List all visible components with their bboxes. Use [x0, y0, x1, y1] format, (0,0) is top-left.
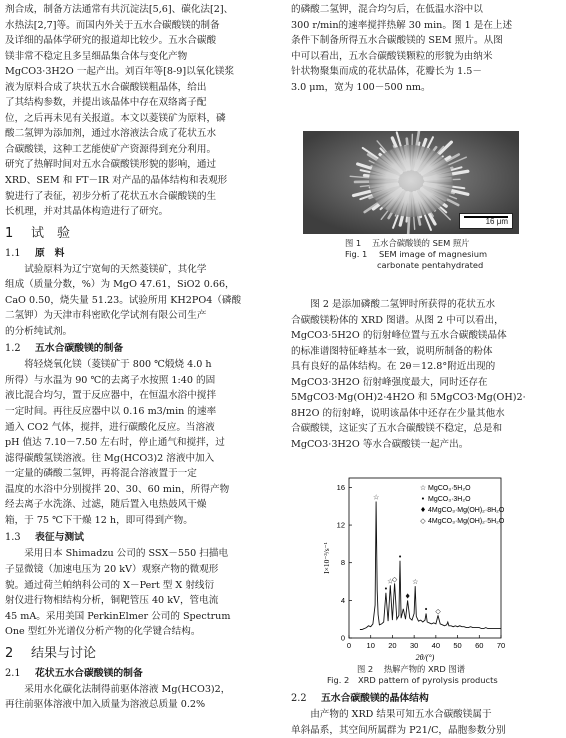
peak-marker: •: [383, 584, 388, 593]
section-2-2-body: [291, 707, 561, 738]
text-line: MgCO3·3H2O 等水合碳酸镁一起产出。: [291, 438, 469, 450]
section-1-3-body: [5, 546, 273, 639]
text-line: One 型红外光谱仪分析产物的化学键合结构。: [5, 626, 201, 638]
text-line: 滤得碳酸氢镁溶液。往 Mg(HCO3)2 溶液中加入: [5, 452, 215, 464]
text-line: 的分析纯试剂。: [5, 325, 73, 337]
subsection-number: 1.1: [5, 247, 21, 259]
scale-bar-label: 16 μm: [485, 217, 508, 226]
x-axis-label: 2θ/(°): [415, 653, 435, 662]
peak-marker: ♦: [404, 592, 411, 601]
section-2-2-heading: [291, 690, 561, 707]
section-1-1-heading: [5, 245, 273, 262]
x-tick-label: 60: [475, 641, 484, 650]
subsection-title: 表征与测试: [35, 532, 84, 544]
text-line: XRD、SEM 和 FT－IR 对产品的晶体结构和表观形: [5, 175, 228, 187]
text-line: 的磷酸二氢钾，混合均匀后，在低温水浴中以: [291, 4, 483, 15]
text-line: 再往前驱体溶液中加入质量为溶液总质量 0.2%: [5, 699, 206, 711]
text-line: 采用水化碳化法制得前驱体溶液 Mg(HCO3)2，: [24, 683, 231, 695]
subsection-number: 1.2: [5, 343, 21, 355]
text-line: 貌进行了表征，初步分析了花状五水合碳酸镁的生: [5, 190, 217, 202]
text-line: 长机理，并对其晶体构造进行了研究。: [5, 206, 169, 218]
text-line: 射仪进行物相结构分析，铜靶管压 40 kV，管电流: [5, 595, 219, 607]
text-line: 一定量的磷酸二氢钾，再将混合溶液置于一定: [5, 468, 197, 480]
caption-label: Fig. 1: [345, 249, 368, 259]
text-line: 单斜晶系，其空间所属群为 P21/C，晶胞参数分别: [291, 724, 506, 736]
section-title: 试 验: [31, 225, 71, 241]
section-1-2-body: [5, 357, 273, 528]
xrd-description-paragraph: [291, 297, 561, 452]
text-line: 8H2O 的衍射峰，说明该晶体中还存在少量其他水: [291, 407, 505, 419]
peak-marker: ☆: [373, 493, 380, 502]
text-line: 中可以看出，五水合碳酸镁颗粒的形貌为由纳米: [291, 50, 493, 62]
text-line: MgCO3·3H2O 一起产出。刘百年等[8-9]以氧化镁浆: [5, 66, 235, 78]
x-tick-label: 40: [431, 641, 441, 650]
peak-marker: ◇: [435, 607, 441, 616]
text-line: 经去离子水洗涤、过滤，随后置入电热鼓风干燥: [5, 499, 207, 511]
section-1-heading: [5, 223, 273, 244]
text-line: 液比混合均匀，置于反应器中，在恒温水浴中搅拌: [5, 390, 217, 402]
section-1-2-heading: [5, 340, 273, 357]
y-tick-label: 8: [340, 558, 345, 568]
peak-marker: •: [424, 605, 429, 614]
text-line: 具有良好的晶体结构。在 2θ＝12.8°附近出现的: [291, 361, 496, 373]
peak-marker: •: [397, 552, 403, 561]
y-tick-label: 4: [340, 595, 345, 605]
text-line: 试验原料为辽宁宽甸的天然菱镁矿，其化学: [24, 263, 207, 275]
text-line: 图 2 是添加磷酸二氢钾时所获得的花状五水: [310, 299, 496, 310]
left-column: [5, 2, 273, 713]
legend-label: MgCO₃·3H₂O: [428, 496, 471, 503]
caption-text: XRD pattern of pyrolysis products: [357, 675, 498, 685]
section-2-1-heading: [5, 665, 273, 682]
section-number: 2: [5, 645, 14, 661]
text-line: 所得）与水温为 90 ℃的去离子水按照 1:40 的固: [5, 374, 216, 386]
x-tick-label: 10: [366, 641, 375, 650]
legend-label: 4MgCO₃·Mg(OH)₂·5H₂O: [428, 518, 505, 525]
text-line: 酸二氢钾为添加剂，通过水溶液法合成了花状五水: [5, 128, 217, 140]
peak-marker: ☆: [412, 578, 419, 587]
x-tick-label: 50: [453, 641, 462, 650]
x-tick-label: 30: [409, 641, 419, 650]
text-line: MgCO3·5H2O 的衍射峰位置与五水合碳酸镁晶体: [291, 330, 507, 342]
text-line: 45 mA。采用美国 PerkinElmer 公司的 Spectrum: [5, 610, 231, 622]
xrd-chart: [319, 470, 507, 662]
legend-marker: ♦: [419, 506, 427, 514]
text-line: 合碳酸镁，这种工艺能使矿产资源得到充分利用。: [5, 143, 217, 155]
text-line: 镁非常不稳定且多呈细晶集合体与变化产物: [5, 50, 188, 62]
text-line: 水热法[2,7]等。而国内外关于五水合碳酸镁的制备: [5, 19, 220, 31]
y-tick-label: 0: [340, 633, 345, 643]
section-title: 结果与讨论: [31, 645, 97, 661]
caption-text: 热解产物的 XRD 图谱: [383, 664, 466, 674]
text-line: CaO 0.50，烧失量 51.23。试验所用 KH2PO4（磷酸: [5, 294, 242, 306]
fig1-caption-cn: [345, 238, 469, 249]
y-axis-label: I×10⁻³/s⁻¹: [322, 542, 331, 574]
text-line: 300 r/min的速率搅拌热解 30 min。图 1 是在上述: [291, 19, 513, 31]
peak-marker: ☆: [387, 577, 394, 586]
text-line: 3.0 μm，宽为 100－500 nm。: [291, 81, 431, 93]
text-line: 的标准谱图特征峰基本一致，说明所制备的粉体: [291, 345, 493, 357]
text-line: 温度的水浴中分别搅拌 20、30、60 min，所得产物: [5, 483, 230, 495]
legend-label: MgCO₃·5H₂O: [428, 485, 471, 492]
y-tick-label: 12: [336, 520, 345, 530]
text-line: 及详细的晶体学研究的报道却比较少。五水合碳酸: [5, 35, 217, 47]
text-line: 合碳酸镁粉体的 XRD 图谱。从图 2 中可以看出，: [291, 314, 504, 326]
peak-marker: ◇: [391, 575, 398, 584]
text-line: 将轻烧氧化镁（菱镁矿于 800 ℃煅烧 4.0 h: [24, 359, 212, 371]
x-tick-label: 20: [388, 641, 397, 650]
subsection-title: 五水合碳酸镁的制备: [35, 343, 124, 355]
subsection-title: 花状五水合碳酸镁的制备: [35, 667, 143, 679]
x-tick-label: 0: [346, 641, 352, 650]
intro-paragraph: [5, 2, 273, 220]
text-line: 一定时间。再往反应器中以 0.16 m3/min 的速率: [5, 406, 217, 418]
text-line: 5MgCO3·Mg(OH)2·4H2O 和 5MgCO3·Mg(OH)2·: [291, 392, 526, 404]
text-line: 研究了热解时间对五水合碳酸镁形貌的影响，通过: [5, 159, 217, 171]
caption-text: 五水合碳酸镁的 SEM 照片: [371, 238, 470, 248]
text-line: 位，之后再未见有关报道。本文以菱镁矿为原料，磷: [5, 112, 226, 124]
legend-label: 4MgCO₃·Mg(OH)₂·8H₂O: [428, 507, 505, 514]
section-2-heading: [5, 643, 273, 664]
text-line: pH 值达 7.10－7.50 左右时，停止通气和搅拌，过: [5, 437, 225, 449]
text-line: 箱，于 75 ℃下干燥 12 h，即可得到产物。: [5, 514, 193, 526]
text-line: 貌。通过荷兰帕纳科公司的 X－Pert 型 X 射线衍: [5, 579, 215, 591]
section-1-3-heading: [5, 529, 273, 546]
subsection-number: 1.3: [5, 532, 21, 544]
legend-marker: ☆: [419, 484, 427, 492]
subsection-title: 五水合碳酸镁的晶体结构: [321, 693, 429, 704]
caption-label: 图 1: [345, 238, 362, 248]
subsection-number: 2.2: [291, 693, 307, 704]
text-line: 了其结构参数，并提出该晶体中存在双络离子配: [5, 97, 207, 109]
caption-text-line-1: SEM image of magnesium: [378, 249, 488, 259]
text-line: MgCO3·3H2O 衍射峰强度最大，同时还存在: [291, 376, 488, 388]
text-line: 剂合成，制备方法通常有共沉淀法[5,6]、碳化法[2]、: [5, 4, 234, 15]
section-1-1-body: [5, 262, 273, 340]
fig1-caption-en: [345, 249, 487, 260]
fig2-caption-en: [327, 675, 498, 686]
right-column: [291, 2, 561, 95]
text-line: 采用日本 Shimadzu 公司的 SSX－550 扫描电: [24, 548, 229, 560]
scale-bar-box: [459, 213, 513, 229]
fig2-caption-cn: [357, 664, 465, 675]
text-line: 液为原料合成了块状五水合碳酸镁粗晶体，给出: [5, 81, 207, 93]
text-line: 由产物的 XRD 结果可知五水合碳酸镁属于: [310, 709, 492, 720]
subsection-number: 2.1: [5, 667, 21, 679]
caption-label: Fig. 2: [327, 675, 350, 685]
text-line: 子显微镜（加速电压为 20 kV）观察产物的微观形: [5, 563, 219, 575]
legend-marker: ◇: [420, 517, 426, 525]
text-line: 针状物聚集而成的花状晶体，花瓣长为 1.5－: [291, 66, 482, 78]
text-line: 合碳酸镁，这证实了五水合碳酸镁不稳定，总是和: [291, 423, 503, 435]
legend-marker: •: [420, 495, 426, 503]
sem-image: [303, 131, 519, 234]
sem-description-paragraph: [291, 2, 561, 95]
text-line: 组成（质量分数，%）为 MgO 47.61，SiO2 0.66，: [5, 279, 235, 291]
section-number: 1: [5, 225, 14, 241]
subsection-title: 原 料: [35, 247, 65, 259]
caption-label: 图 2: [357, 664, 374, 674]
text-line: 条件下制备所得五水合碳酸镁的 SEM 照片。从图: [291, 35, 503, 47]
section-2-1-body: [5, 682, 273, 713]
x-tick-label: 70: [496, 641, 506, 650]
fig1-caption-en-line2: carbonate pentahydrated: [377, 260, 484, 270]
right-bottom-block: [291, 689, 561, 738]
y-tick-label: 16: [336, 482, 345, 492]
text-line: 通入 CO2 气体，搅拌，进行碳酸化反应。当溶液: [5, 421, 215, 433]
text-line: 二氢钾）为天津市科密欧化学试剂有限公司生产: [5, 310, 207, 322]
